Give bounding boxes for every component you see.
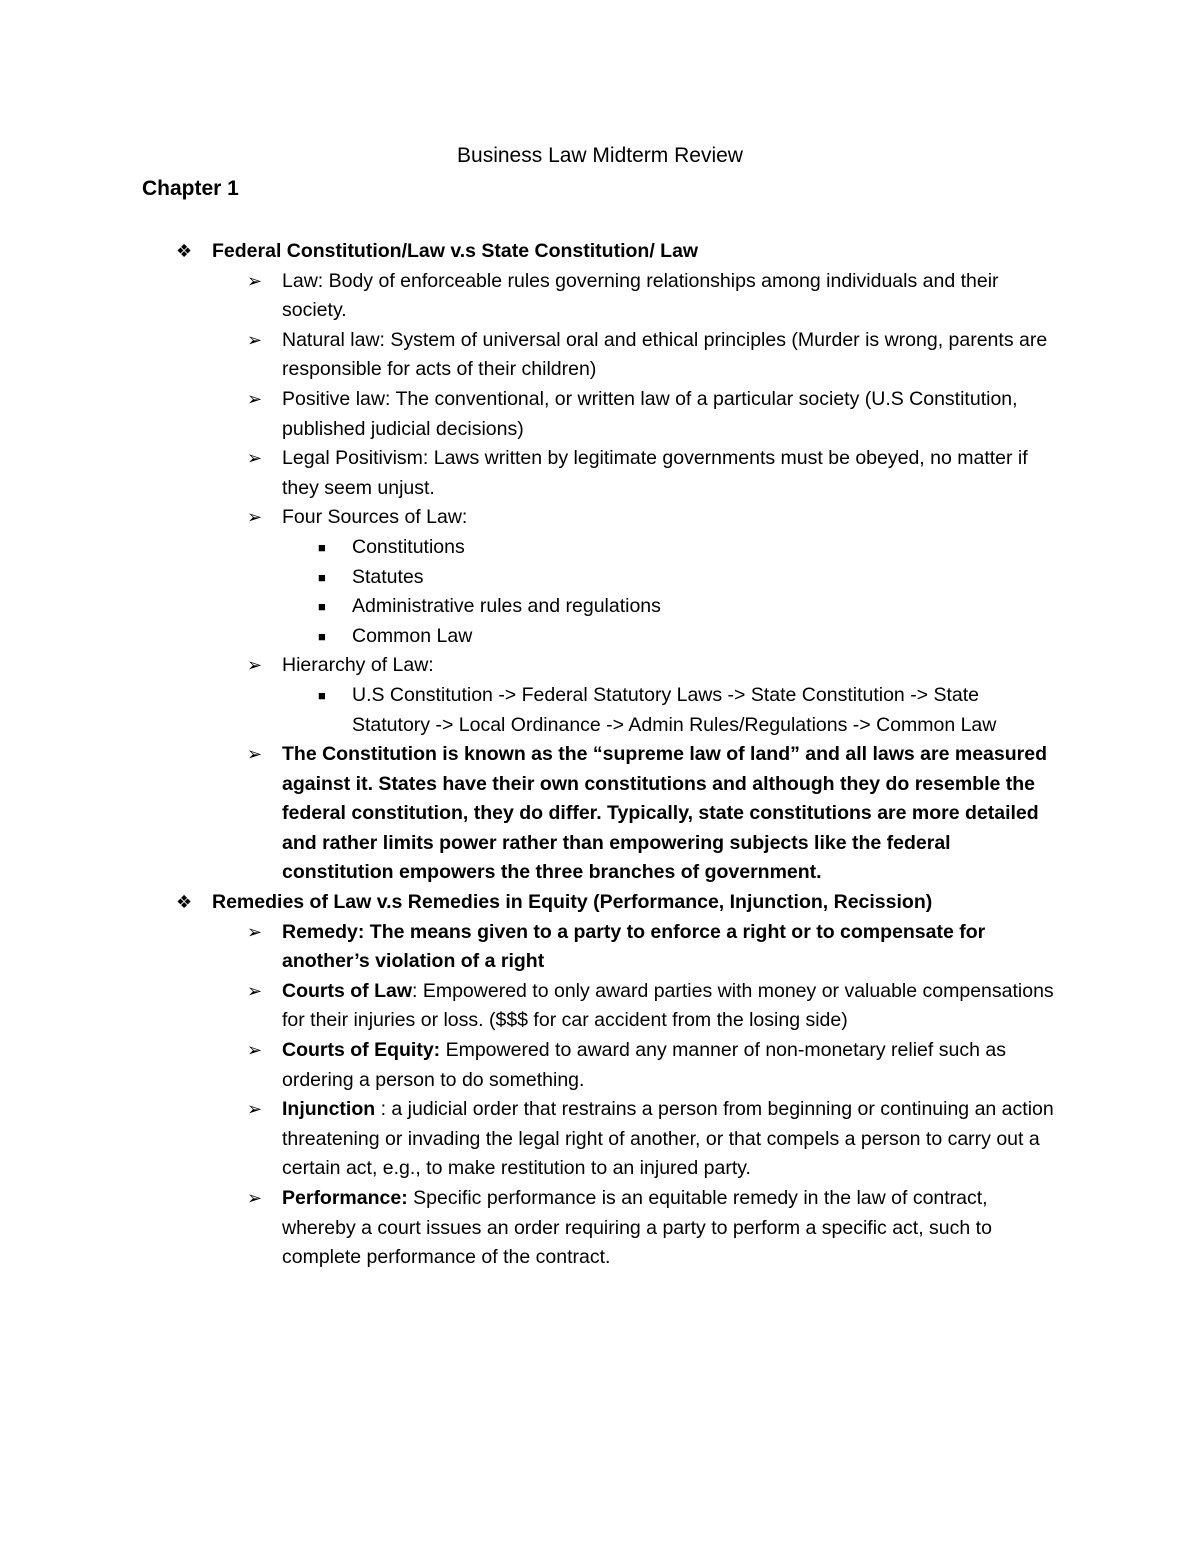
list-item-text: Empowered to award any manner of non-monetary relief such as ordering a person to do something. [282,1039,1006,1091]
arrow-bullet-icon: ➢ [247,1040,263,1061]
arrow-bullet-icon: ➢ [247,980,263,1001]
list-item [0,977,1200,1036]
arrow-bullet-icon: ➢ [247,329,263,350]
sub-list-item [0,681,1200,740]
section-heading [0,888,1200,918]
list-item [0,740,1200,888]
arrow-bullet-icon: ➢ [247,388,263,409]
list-item-text: Legal Positivism: Laws written by legitimate governments must be obeyed, no matter if they seem unjust. [282,447,1028,499]
arrow-bullet-icon: ➢ [247,507,263,528]
list-item [0,503,1200,533]
list-item [0,444,1200,503]
section-heading [0,237,1200,267]
sub-list-item [0,533,1200,563]
document-body [0,237,1200,1273]
list-item-text: : a judicial order that restrains a person from beginning or continuing an action threatening or invading the legal right of another, or that compels a person to carry out a certain act, e.g., to make restitution to an injured party. [282,1098,1054,1180]
document-title: Business Law Midterm Review [457,144,743,167]
arrow-bullet-icon: ➢ [247,270,263,291]
arrow-bullet-icon: ➢ [247,448,263,469]
section-heading-text: Remedies of Law v.s Remedies in Equity (Performance, Injunction, Recission) [212,891,933,914]
list-item [0,1095,1200,1184]
sub-list-item [0,592,1200,622]
sub-list-item-text: Statutes [352,565,424,588]
chapter-heading: Chapter 1 [142,177,239,200]
square-bullet-icon: ■ [318,569,326,585]
diamond-bullet-icon: ❖ [176,892,193,913]
list-item-text: Hierarchy of Law: [282,654,434,677]
list-item [0,1184,1200,1273]
list-item-text: Natural law: System of universal oral and ethical principles (Murder is wrong, parents are responsible for acts of their children) [282,328,1048,381]
list-item-term: Performance: [282,1187,408,1209]
square-bullet-icon: ■ [318,539,326,555]
list-item-text: The Constitution is known as the “supreme law of land” and all laws are measured against it. States have their own constitutions and although they do resemble the federal constitution, they do differ. Typically, state constitutions are more detailed and rather limits power rather than empowering subjects like the federal constitution empowers the three branches of government. [282,743,1048,884]
list-item-text: Specific performance is an equitable remedy in the law of contract, whereby a court issues an order requiring a party to perform a specific act, such to complete performance of the contract. [282,1187,992,1269]
section-heading-text: Federal Constitution/Law v.s State Constitution/ Law [212,240,699,262]
arrow-bullet-icon: ➢ [247,744,263,765]
sub-list-item-text: Administrative rules and regulations [352,595,661,618]
arrow-bullet-icon: ➢ [247,1188,263,1208]
list-item [0,651,1200,681]
list-item [0,1036,1200,1095]
arrow-bullet-icon: ➢ [247,655,263,676]
square-bullet-icon: ■ [318,628,326,644]
list-item-text: Positive law: The conventional, or written law of a particular society (U.S Constitution, published judicial decisions) [282,387,1018,440]
sub-list-item-text: Common Law [352,624,473,647]
list-item-text: : Empowered to only award parties with money or valuable compensations for their injuries or loss. ($$$ for car accident from the losing side) [282,979,1054,1032]
sub-list-item [0,622,1200,652]
list-item-text: Four Sources of Law: [282,506,468,529]
list-item-term: Injunction [282,1098,376,1121]
arrow-bullet-icon: ➢ [247,921,263,942]
sub-list-item-text: U.S Constitution -> Federal Statutory Laws -> State Constitution -> State Statutory -> Local Ordinance -> Admin Rules/Regulations -> Common Law [352,683,997,736]
list-item [0,385,1200,444]
list-item-term: Courts of Equity: [282,1039,441,1062]
list-item [0,326,1200,385]
diamond-bullet-icon: ❖ [176,241,193,261]
square-bullet-icon: ■ [318,687,326,703]
sub-list-item-text: Constitutions [352,535,465,558]
list-item [0,918,1200,977]
list-item [0,267,1200,326]
list-item-text: Law: Body of enforceable rules governing relationships among individuals and their society. [282,269,999,322]
sub-list-item [0,563,1200,593]
arrow-bullet-icon: ➢ [247,1099,263,1120]
square-bullet-icon: ■ [318,599,326,615]
list-item-term: Courts of Law [282,979,412,1002]
list-item-text: Remedy: The means given to a party to enforce a right or to compensate for another’s violation of a right [282,920,986,973]
